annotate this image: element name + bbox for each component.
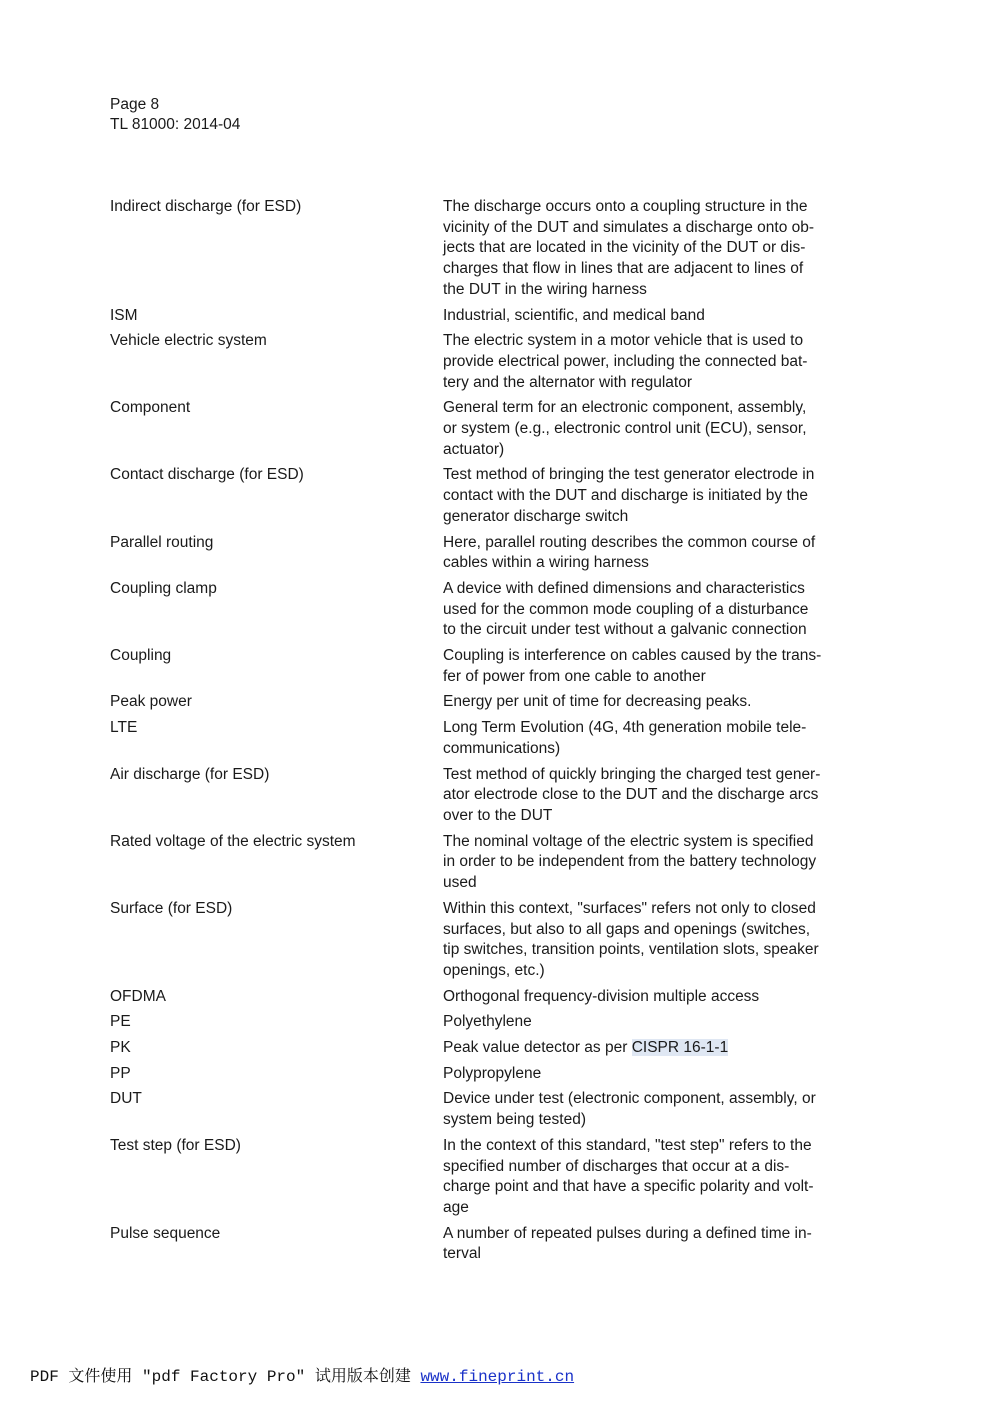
definition-text: actuator) <box>443 440 505 458</box>
definition-text: communications) <box>443 739 561 757</box>
glossary-table <box>110 197 870 1270</box>
glossary-definition <box>443 832 870 894</box>
glossary-definition <box>443 1064 870 1085</box>
definition-text: In the context of this standard, "test step" refers to the <box>443 1136 812 1154</box>
definition-text: openings, etc.) <box>443 961 545 979</box>
page-number: Page 8 <box>110 96 160 113</box>
definition-line <box>443 1198 870 1219</box>
glossary-term: Coupling clamp <box>110 579 217 597</box>
glossary-definition <box>443 465 870 527</box>
glossary-definition <box>443 579 870 641</box>
glossary-definition <box>443 306 870 327</box>
glossary-definition <box>443 533 870 574</box>
definition-text: charge point and that have a specific polarity and volt- <box>443 1178 814 1196</box>
page-header <box>110 95 240 135</box>
definition-text: specified number of discharges that occur at a dis- <box>443 1157 790 1175</box>
definition-text: used for the common mode coupling of a disturbance <box>443 600 809 618</box>
glossary-term: Rated voltage of the electric system <box>110 832 356 850</box>
definition-line <box>443 806 870 827</box>
glossary-term: Pulse sequence <box>110 1224 221 1242</box>
glossary-term: Surface (for ESD) <box>110 899 233 917</box>
definition-text: or system (e.g., electronic control unit (ECU), sensor, <box>443 420 807 438</box>
glossary-definition <box>443 718 870 759</box>
glossary-entry <box>110 306 870 327</box>
document-id: TL 81000: 2014-04 <box>110 116 241 133</box>
definition-line <box>443 352 870 373</box>
definition-text: Polyethylene <box>443 1013 532 1031</box>
glossary-entry <box>110 832 870 894</box>
glossary-term: OFDMA <box>110 987 166 1005</box>
definition-text: Test method of bringing the test generator electrode in <box>443 466 815 484</box>
glossary-entry <box>110 1064 870 1085</box>
definition-text: General term for an electronic component, assembly, <box>443 399 807 417</box>
definition-text: Peak value detector as per <box>443 1039 632 1057</box>
definition-line <box>443 306 870 327</box>
glossary-entry <box>110 398 870 460</box>
definition-text: Polypropylene <box>443 1064 542 1082</box>
glossary-term: ISM <box>110 306 138 324</box>
glossary-definition <box>443 987 870 1008</box>
definition-text: The discharge occurs onto a coupling structure in the <box>443 198 808 215</box>
glossary-entry <box>110 1224 870 1265</box>
definition-line <box>443 1244 870 1265</box>
definition-text: Here, parallel routing describes the common course of <box>443 533 816 551</box>
glossary-entry <box>110 533 870 574</box>
glossary-entry <box>110 899 870 982</box>
definition-line <box>443 1224 870 1245</box>
definition-line <box>443 486 870 507</box>
definition-text: jects that are located in the vicinity of the DUT or dis- <box>443 239 806 257</box>
glossary-definition <box>443 197 870 301</box>
definition-line <box>443 765 870 786</box>
definition-text: tery and the alternator with regulator <box>443 373 692 391</box>
glossary-entry <box>110 718 870 759</box>
definition-text: used <box>443 874 477 892</box>
definition-text: cables within a wiring harness <box>443 554 649 572</box>
definition-line <box>443 1157 870 1178</box>
definition-line <box>443 238 870 259</box>
definition-line <box>443 785 870 806</box>
definition-text: over to the DUT <box>443 806 553 824</box>
definition-text: to the circuit under test without a galvanic connection <box>443 621 807 639</box>
definition-text: The electric system in a motor vehicle that is used to <box>443 332 804 350</box>
definition-text: terval <box>443 1245 481 1263</box>
glossary-definition <box>443 331 870 393</box>
glossary-entry <box>110 1012 870 1033</box>
definition-line <box>443 832 870 853</box>
glossary-term: Indirect discharge (for ESD) <box>110 198 302 215</box>
definition-line <box>443 620 870 641</box>
glossary-entry <box>110 465 870 527</box>
definition-line <box>443 553 870 574</box>
definition-text: A number of repeated pulses during a defined time in- <box>443 1224 812 1242</box>
definition-line <box>443 852 870 873</box>
glossary-entry <box>110 197 870 301</box>
standard-reference-link[interactable]: CISPR 16-1-1 <box>631 1039 729 1057</box>
glossary-term: Test step (for ESD) <box>110 1136 241 1154</box>
definition-line <box>443 961 870 982</box>
definition-line <box>443 920 870 941</box>
glossary-entry <box>110 1038 870 1059</box>
glossary-term: PK <box>110 1039 131 1057</box>
glossary-entry <box>110 1089 870 1130</box>
glossary-definition <box>443 1038 870 1059</box>
definition-text: generator discharge switch <box>443 507 629 525</box>
definition-line <box>443 987 870 1008</box>
definition-line <box>443 692 870 713</box>
definition-text: charges that flow in lines that are adjacent to lines of <box>443 260 804 278</box>
definition-line <box>443 1110 870 1131</box>
glossary-definition <box>443 1089 870 1130</box>
glossary-term: DUT <box>110 1090 142 1108</box>
glossary-definition <box>443 398 870 460</box>
glossary-term: Vehicle electric system <box>110 332 267 350</box>
glossary-definition <box>443 1012 870 1033</box>
definition-text: ator electrode close to the DUT and the discharge arcs <box>443 786 819 804</box>
definition-text: Coupling is interference on cables caused by the trans- <box>443 647 822 665</box>
definition-line <box>443 218 870 239</box>
footer-link[interactable]: www.fineprint.cn <box>420 1368 575 1386</box>
definition-line <box>443 465 870 486</box>
glossary-entry <box>110 987 870 1008</box>
definition-line <box>443 398 870 419</box>
glossary-entry <box>110 765 870 827</box>
footer-text: PDF 文件使用 "pdf Factory Pro" 试用版本创建 <box>30 1368 421 1386</box>
definition-line <box>443 440 870 461</box>
glossary-term: Parallel routing <box>110 533 214 551</box>
definition-line <box>443 1089 870 1110</box>
definition-line <box>443 331 870 352</box>
glossary-term: PE <box>110 1013 131 1031</box>
definition-text: in order to be independent from the battery technology <box>443 853 817 871</box>
definition-text: Within this context, "surfaces" refers not only to closed <box>443 899 816 917</box>
definition-line <box>443 899 870 920</box>
definition-line <box>443 873 870 894</box>
definition-line <box>443 1136 870 1157</box>
definition-text: vicinity of the DUT and simulates a discharge onto ob- <box>443 218 815 236</box>
definition-line <box>443 646 870 667</box>
glossary-term: Contact discharge (for ESD) <box>110 466 304 484</box>
definition-line <box>443 197 870 218</box>
definition-text: Long Term Evolution (4G, 4th generation mobile tele- <box>443 719 807 737</box>
definition-line <box>443 280 870 301</box>
definition-line <box>443 739 870 760</box>
definition-text: the DUT in the wiring harness <box>443 280 647 298</box>
glossary-entry <box>110 579 870 641</box>
definition-text: contact with the DUT and discharge is initiated by the <box>443 487 809 505</box>
definition-line <box>443 1177 870 1198</box>
definition-text: A device with defined dimensions and characteristics <box>443 579 805 597</box>
glossary-definition <box>443 1136 870 1219</box>
definition-line <box>443 940 870 961</box>
definition-text: tip switches, transition points, ventilation slots, speaker <box>443 941 819 959</box>
definition-line <box>443 533 870 554</box>
definition-text: provide electrical power, including the connected bat- <box>443 352 808 370</box>
pdf-watermark-footer <box>30 1366 574 1388</box>
glossary-entry <box>110 1136 870 1219</box>
glossary-definition <box>443 692 870 713</box>
definition-text: Energy per unit of time for decreasing peaks. <box>443 693 752 711</box>
glossary-term: Component <box>110 399 191 417</box>
definition-text: Industrial, scientific, and medical band <box>443 306 705 324</box>
glossary-definition <box>443 899 870 982</box>
definition-line <box>443 718 870 739</box>
glossary-term: Coupling <box>110 647 172 665</box>
definition-text: Device under test (electronic component, assembly, or <box>443 1090 816 1108</box>
definition-line <box>443 1064 870 1085</box>
definition-line <box>443 1038 870 1059</box>
definition-text: age <box>443 1198 469 1216</box>
definition-line <box>443 419 870 440</box>
glossary-entry <box>110 692 870 713</box>
definition-text: Orthogonal frequency-division multiple access <box>443 987 760 1005</box>
glossary-term: Peak power <box>110 693 192 711</box>
glossary-entry <box>110 646 870 687</box>
glossary-definition <box>443 646 870 687</box>
definition-text: surfaces, but also to all gaps and openings (switches, <box>443 920 811 938</box>
definition-text: The nominal voltage of the electric system is specified <box>443 832 814 850</box>
definition-text: system being tested) <box>443 1111 587 1129</box>
definition-text: Test method of quickly bringing the charged test gener- <box>443 765 821 783</box>
definition-line <box>443 667 870 688</box>
definition-line <box>443 600 870 621</box>
glossary-definition <box>443 1224 870 1265</box>
definition-line <box>443 507 870 528</box>
definition-line <box>443 259 870 280</box>
glossary-definition <box>443 765 870 827</box>
definition-text: fer of power from one cable to another <box>443 667 706 685</box>
definition-line <box>443 373 870 394</box>
glossary-term: PP <box>110 1064 131 1082</box>
definition-line <box>443 579 870 600</box>
glossary-term: LTE <box>110 719 138 737</box>
glossary-term: Air discharge (for ESD) <box>110 765 270 783</box>
glossary-entry <box>110 331 870 393</box>
definition-line <box>443 1012 870 1033</box>
